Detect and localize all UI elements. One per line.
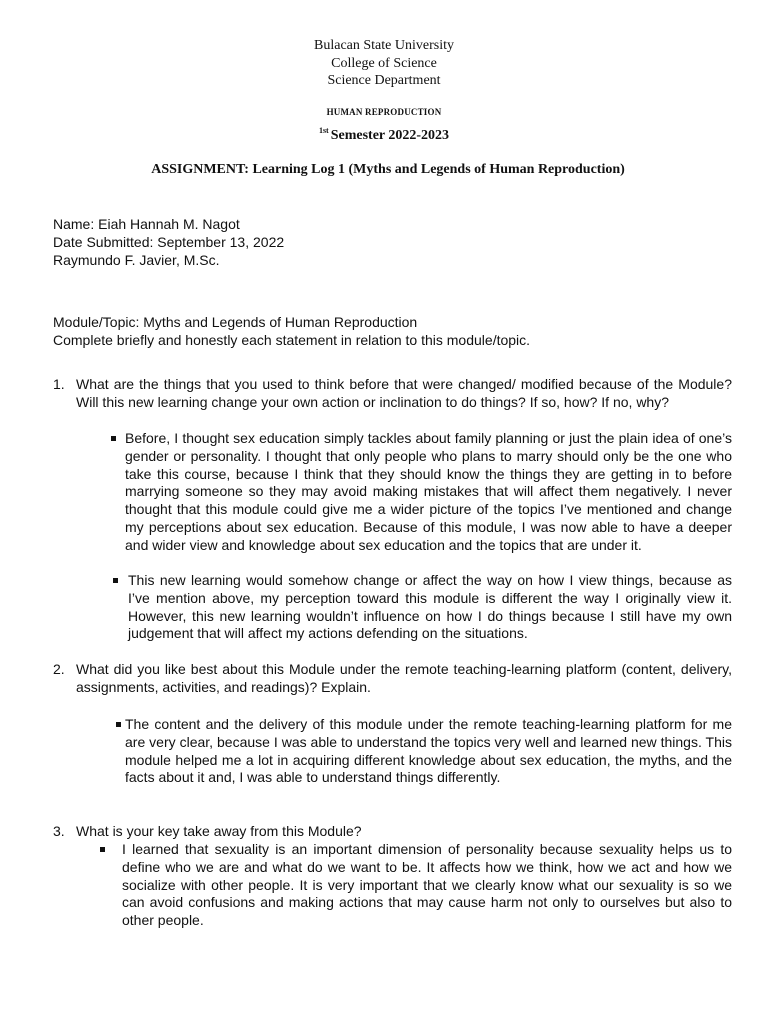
question-number: 3. — [53, 823, 65, 839]
answer-3 — [100, 841, 732, 931]
college-name: College of Science — [331, 56, 437, 71]
question-1 — [53, 376, 732, 430]
answer-text: This new learning would somehow change or affect the way on how I view things, because as I’ve mention above, my perception toward this module is different the way I originally view it. However, this new learning wouldn’t influence on how I do things because I still have my own judgement that will affect my actions defending on the situations. — [128, 572, 732, 642]
student-name: Name: Eiah Hannah M. Nagot — [53, 216, 240, 232]
date-submitted: Date Submitted: September 13, 2022 — [53, 234, 285, 250]
semester-ordinal: 1st — [318, 126, 329, 135]
module-info — [53, 313, 733, 349]
answer-text: I learned that sexuality is an important dimension of personality because sexuality helps us to define who we are and what do we want to be. It affects how we think, how we act and how we socialize with other people. It is very important that we clearly know what our sexuality is so we can avoid confusions and making actions that may cause harm not only to ourselves but also to other people. — [122, 841, 732, 929]
bullet-icon — [113, 578, 118, 583]
module-instruction: Complete briefly and honestly each statement in relation to this module/topic. — [53, 332, 531, 348]
question-number: 1. — [53, 376, 65, 392]
bullet-icon — [100, 847, 105, 852]
answer-1a — [111, 430, 732, 573]
department-name: Science Department — [327, 73, 441, 88]
bullet-icon — [116, 722, 121, 727]
university-name: Bulacan State University — [314, 38, 454, 53]
question-text: What is your key take away from this Module? — [76, 823, 362, 839]
assignment-title: ASSIGNMENT: Learning Log 1 (Myths and Legends of Human Reproduction) — [151, 162, 625, 177]
course-title: HUMAN REPRODUCTION — [326, 107, 442, 117]
answer-text: The content and the delivery of this module under the remote teaching-learning platform for me are very clear, because I was able to understand the topics very well and learned new things. This module helped me a lot in acquiring different knowledge about sex education, the myths, and the facts about it and, I was able to understand things differently. — [125, 716, 732, 786]
question-2 — [53, 661, 732, 697]
student-info — [53, 215, 733, 269]
answer-2 — [116, 716, 732, 788]
question-3 — [53, 823, 732, 841]
module-topic: Module/Topic: Myths and Legends of Human Reproduction — [53, 314, 418, 330]
answer-text: Before, I thought sex education simply tackles about family planning or just the plain idea of one’s gender or personality. I thought that only people who plans to marry should only be the one who take this course, because I think that they should know the things they are getting in to before marrying someone so they may avoid making mistakes that will affect them negatively. I never thought that this module could give me a wider picture of the topics I’ve mentioned and change my perceptions about sex education. Because of this module, I was now able to have a deeper and wider view and knowledge about sex education and the topics that are under it. — [125, 430, 732, 553]
semester-line — [0, 126, 768, 144]
question-text: What are the things that you used to think before that were changed/ modified because of the Module? Will this new learning change your own action or inclination to do things? If so, how? If no, why? — [76, 376, 732, 410]
semester-text: Semester 2022-2023 — [330, 128, 450, 143]
bullet-icon — [111, 436, 116, 441]
answer-1b — [111, 572, 732, 644]
question-number: 2. — [53, 661, 65, 677]
question-text: What did you like best about this Module under the remote teaching-learning platform (content, delivery, assignments, activities, and readings)? Explain. — [76, 661, 732, 695]
instructor-name: Raymundo F. Javier, M.Sc. — [53, 252, 220, 268]
